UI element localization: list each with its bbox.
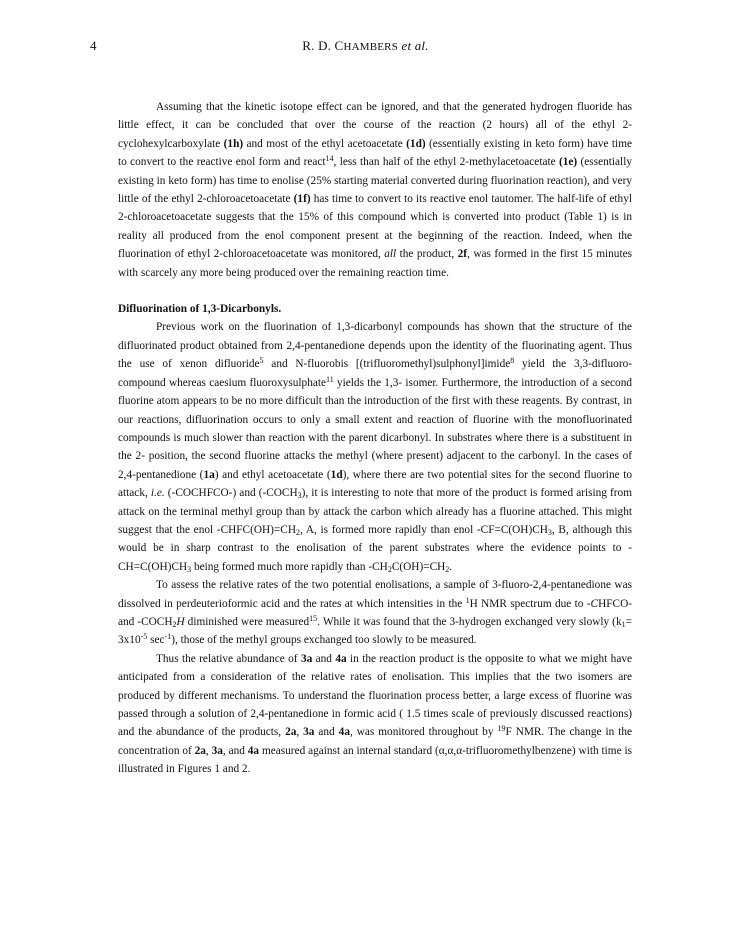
paragraph-1 [118, 98, 632, 282]
text-run: (essentially existing in keto form) has time to enolise (25% starting material converted during fluorination reaction), and very little of the ethyl 2-chloroacetoacetate [118, 156, 632, 206]
reference-superscript: 5 [259, 356, 264, 366]
text-run: measured against an internal standard (α,α,α-trifluoromethylbenzene) with time is illustrated in Figures 1 and 2. [118, 744, 632, 776]
formula-subscript: 2 [172, 619, 177, 629]
text-run: , B, although this would be in sharp contrast to the enolisation of the parent substrates where the evidence points to -CH=C(OH)CH [118, 523, 633, 573]
author-initials: R. D. C [302, 38, 344, 53]
text-run: ) and ethyl acetoacetate ( [214, 468, 331, 481]
text-run: and [314, 726, 339, 739]
running-head [0, 38, 731, 54]
text-run: H NMR spectrum due to - [469, 597, 591, 610]
text-run: in the reaction product is the opposite to what we might have anticipated from a consideration of the relative rates of enolisation. This implies that the two isomers are produced by different mechanisms. To understand the fluorination process better, a large excess of fluorine was passed through a solution of 2,4-pentanedione in formic acid ( 1.5 times scale of previously discussed reactions) and the abundance of the products, [118, 652, 633, 739]
et-al: et al. [401, 38, 429, 53]
compound-label: (1e) [558, 156, 578, 169]
formula-subscript: 3 [187, 564, 192, 574]
text-run: diminished were measured [184, 615, 310, 628]
text-run: , [296, 726, 304, 739]
compound-label: (1f) [293, 193, 311, 206]
italic-run: all [384, 248, 397, 261]
text-run: , less than half of the ethyl 2-methylacetoacetate [333, 156, 559, 169]
rate-subscript: 1 [621, 619, 626, 629]
compound-label: 1a [203, 468, 215, 481]
reference-superscript: 8 [510, 356, 515, 366]
compound-label: 4a [338, 726, 350, 739]
formula-subscript: 2 [445, 564, 450, 574]
italic-run: i.e. [150, 487, 165, 500]
text-run: has time to convert to its reactive enol tautomer. The half-life of ethyl 2-chloroacetoacetate suggests that the 15% of this compound which is converted into product (Table 1) is in reality all produced from the enol component present at the beginning of the reaction. Indeed, when the fluorination of ethyl 2-chloroacetoacetate was monitored, [118, 193, 632, 261]
text-run: = 3x10 [118, 615, 632, 647]
author-rest: HAMBERS [343, 41, 399, 53]
text-run: F NMR. The change in the concentration of [118, 726, 632, 757]
page-number: 4 [90, 38, 97, 53]
text-run: , was formed in the first 15 minutes with scarcely any more being produced over the remaining reaction time. [118, 248, 633, 279]
text-run: . [449, 560, 453, 573]
compound-label: 4a [335, 652, 347, 665]
isotope-superscript: 19 [497, 724, 506, 734]
paragraph-3 [118, 576, 632, 650]
text-run: being formed much more rapidly than -CH [191, 560, 388, 573]
compound-label: (1h) [223, 137, 244, 150]
text-run: , [205, 744, 212, 757]
exponent-superscript: -5 [140, 632, 148, 642]
text-run: and N-fluorobis [(trifluoromethyl)sulphonyl]imide [263, 358, 511, 371]
compound-label: 2a [285, 726, 297, 739]
compound-label: 3a [211, 744, 223, 757]
text-run: To assess the relative rates of the two potential enolisations, a sample of 3-fluoro-2,4-pentanedione was dissolved in perdeuterioformic acid and the rates at which intensities in the [118, 579, 632, 610]
text-run: C(OH)=CH [391, 560, 446, 573]
compound-label: 2a [194, 744, 206, 757]
text-run: , and [222, 744, 248, 757]
text-run: Previous work on the fluorination of 1,3-dicarbonyl compounds has shown that the structure of the difluorinated product obtained from 2,4-pentanedione depends upon the identity of the fluorinating agent. Thus the use of xenon difluoride [118, 321, 632, 371]
italic-run: C [590, 597, 599, 610]
text-run: the product, [396, 248, 458, 261]
text-run: yields the 1,3- isomer. Furthermore, the introduction of a second fluorine atom appears to be no more difficult than the introduction of the first with these reagents. By contrast, in our reactions, difluorination occurs to only a small extent and reaction of fluorine with the monofluorinated compounds is much slower than reaction with the parent dicarbonyl. In substrates where there is a substituent in the 2- position, the second fluorine attacks the methyl (where present) adjacent to the carbonyl. In the cases of 2,4-pentanedione ( [118, 376, 632, 481]
compound-label: 1d [330, 468, 343, 481]
article-body [118, 98, 632, 779]
text-run: Assuming that the kinetic isotope effect can be ignored, and that the generated hydrogen fluoride has little effect, it can be concluded that over the course of the reaction (2 hours) all of the ethyl 2-cyclohexylcarboxylate [118, 101, 632, 150]
reference-superscript: 14 [325, 154, 334, 164]
text-run: ), where there are two potential sites for the second fluorine to attack, [118, 468, 632, 500]
text-run: Thus the relative abundance of [156, 652, 301, 665]
text-run: , was monitored throughout by [349, 726, 498, 739]
compound-label: (1d) [406, 137, 426, 150]
formula-subscript: 2 [387, 564, 392, 574]
text-run: (-COCHFCO-) and (-COCH [164, 487, 298, 500]
text-run: ), it is interesting to note that more of the product is formed arising from attack on the terminal methyl group than by attack the carbon which already has a fluorine attached. This might suggest that the enol -CHFC(OH)=CH [118, 487, 632, 536]
section-heading: Difluorination of 1,3-Dicarbonyls. [118, 303, 282, 316]
text-run: ), those of the methyl groups exchanged too slowly to be measured. [171, 634, 477, 647]
paragraph-2 [118, 318, 632, 576]
exponent-superscript: -1 [164, 632, 172, 642]
compound-label: 3a [303, 726, 315, 739]
isotope-superscript: 1 [465, 595, 470, 605]
compound-label: 2f [457, 248, 468, 261]
text-run: and [312, 652, 336, 665]
text-run: yield the 3,3-difluoro- compound whereas caesium fluoroxysulphate [118, 358, 633, 389]
text-run: , A, is formed more rapidly than enol -CF=C(OH)CH [300, 523, 548, 536]
reference-superscript: 11 [326, 374, 334, 384]
text-run: HFCO- and -COCH [118, 597, 632, 628]
formula-subscript: 2 [296, 527, 300, 537]
formula-subscript: 3 [547, 527, 552, 537]
text-run: (essentially existing in keto form) have time to convert to the reactive enol form and react [118, 137, 633, 169]
paragraph-4 [118, 650, 632, 779]
compound-label: 4a [247, 744, 260, 757]
text-run: . While it was found that the 3-hydrogen exchanged very slowly (k [317, 615, 622, 628]
compound-label: 3a [300, 652, 313, 665]
italic-run: H [176, 615, 185, 628]
text-run: sec [147, 634, 165, 647]
reference-superscript: 15 [309, 613, 318, 623]
formula-subscript: 3 [297, 491, 302, 501]
text-run: and most of the ethyl acetoacetate [243, 137, 407, 150]
